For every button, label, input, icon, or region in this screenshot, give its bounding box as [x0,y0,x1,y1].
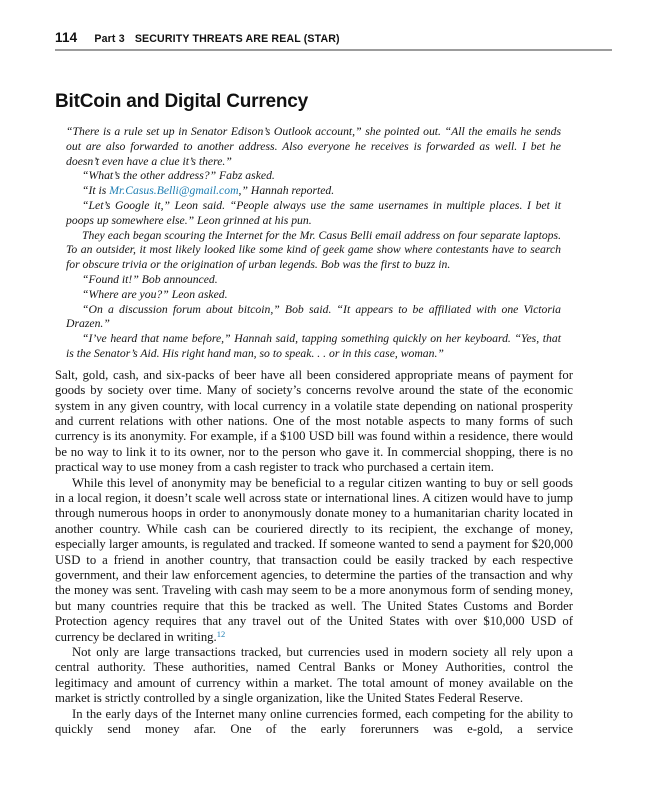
body-paragraph: Not only are large transactions tracked, but currencies used in modern society all rely upon a central authority. These authorities, named Central Banks or Money Authorities, control the legitimacy and amount of currency within a market. The total amount of money available on the market is strictly controlled by a single organization, like the United States Federal Reserve. [55,645,573,706]
running-header [55,30,612,51]
body-paragraph: While this level of anonymity may be beneficial to a regular citizen wanting to buy or sell goods in a local region, it doesn’t scale well across state or international lines. A citizen would have to jump through numerous hoops in order to anonymously donate money to a humanitarian charity located in another country. While cash can be couriered directly to its recipient, the exchange of money, especially larger amounts, is regulated and tracked. If someone wanted to send a payment for $20,000 USD to a friend in another country, that transaction could be easily tracked by each respective government, and their law enforcement agencies, to determine the parties of the transaction and why the money was sent. Traveling with cash may seem to be a more anonymous form of sending money, but many countries require that this be tracked as well. The United States Customs and Border Protection agency requires that any travel out of the United States with over $10,000 USD of currency be declared in writing.$^{12}$ [55,475,573,644]
vignette-paragraph: “Let’s Google it,” Leon said. “People always use the same usernames in multiple places. I bet it poops up somewhere else.” Leon grinned at his pun. [66,198,561,227]
running-title: SECURITY THREATS ARE REAL (STAR) [134,33,340,45]
page-number: 114 [55,30,78,45]
vignette-paragraph: “There is a rule set up in Senator Edison’s Outlook account,” she pointed out. “All the emails he sends out are also forwarded to another address. Also everyone he receives is forwarded as well. I bet he doesn’t even have a clue it’s there.” [66,125,561,168]
page-content [55,30,573,738]
body-text [55,368,573,738]
vignette-paragraph: They each began scouring the Internet for the Mr. Casus Belli email address on four separate laptops. To an outsider, it most likely looked like some kind of geek game show where contestants have to search for obscure trivia or the origination of urban legends. Bob was the first to buzz in. [66,228,561,272]
vignette-paragraph: “I’ve heard that name before,” Hannah said, tapping something quickly on her keyboard. “Yes, that is the Senator’s Aid. His right hand man, so to speak. . . or in this case, woman.” [66,332,561,360]
vignette-text: ,” Hannah reported. [238,184,335,198]
running-head [94,33,339,45]
vignette-paragraph: “On a discussion forum about bitcoin,” Bob said. “It appears to be affiliated with one Victoria Drazen.” [66,302,561,331]
vignette-paragraph: “What’s the other address?” Fabz asked. [82,169,275,183]
vignette-paragraph: “Where are you?” Leon asked. [82,287,228,301]
vignette-paragraph: “Found it!” Bob announced. [82,272,218,286]
vignette [66,125,561,362]
vignette-text: “It is [82,184,110,198]
email-link[interactable]: Mr.Casus.Belli@gmail.com [109,184,239,198]
body-paragraph: Salt, gold, cash, and six-packs of beer have all been considered appropriate means of payment for goods by society over time. Many of society’s concerns revolve around the state of the economic system in any given country, with local currency in a volatile state depending on national prosperity and current relations with other nations. One of the most notable aspects to many forms of such currency is its anonymity. For example, if a $100 USD bill was found within a residence, there would be no way to link it to its owner, nor to the person who gave it. In commercial shopping, there is no practical way to use money from a cash register to track who purchased a certain item. [55,367,573,475]
body-paragraph: In the early days of the Internet many online currencies formed, each competing for the ability to quickly send money afar. One of the early forerunners was e-gold, a service [55,706,573,737]
vignette-paragraph [66,184,561,199]
footnote-ref[interactable]: 12 [216,628,226,639]
section-title: BitCoin and Digital Currency [55,91,309,112]
part-label: Part 3 [94,33,125,45]
